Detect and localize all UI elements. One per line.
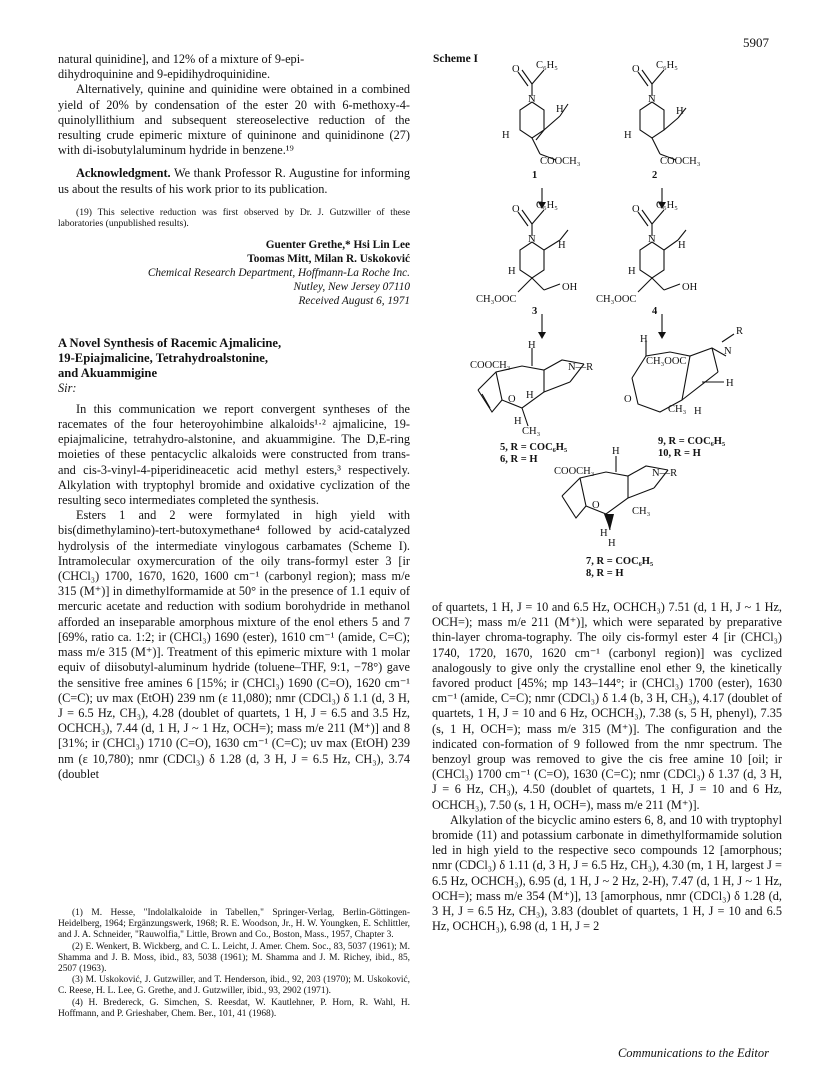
- atom-n-9: N: [724, 346, 732, 357]
- author-block: [58, 238, 410, 308]
- reference-3: (3) M. Uskoković, J. Gutzwiller, and T. Henderson, ibid., 92, 203 (1970); M. Uskoković, C. Reese, H. L. Lee, G. Grethe, and J. Gutzwiller, ibid., 93, 2902 (1971).: [58, 975, 410, 997]
- atom-n-4: N: [648, 234, 656, 245]
- cooch3-label-1: COOCH₃: [540, 156, 581, 167]
- ch3ooc-label-4: CH₃OOC: [596, 294, 637, 305]
- cooch3-label-7: COOCH₃: [554, 466, 595, 477]
- acknowledgment: [58, 166, 410, 196]
- atom-h-2b: H: [624, 130, 632, 141]
- oh-label-4: OH: [682, 282, 698, 293]
- atom-o-9: O: [624, 394, 632, 405]
- atom-h-4b: H: [628, 266, 636, 277]
- compound-1-label: 1: [532, 170, 538, 181]
- atom-o-7: O: [592, 500, 600, 511]
- cooch3-label-9: CH₃OOC: [646, 356, 687, 367]
- cooch3-label-5: COOCH₃: [470, 360, 511, 371]
- atom-h-5c: H: [514, 416, 522, 427]
- ch3-label-9: CH₃: [668, 404, 687, 415]
- body-paragraph-1: In this communication we report convergent syntheses of the racemates of the four heteroyohimbine alkaloids¹·² ajmalicine, 19-epiajmalicine, tetrahydro-alstonine, and akuammigine. The D,E-ring moieties of these pentacyclic alkaloids were constructed from trans- and cis-3-vinyl-4-piperidineacetic acid methyl esters,³ respectively. Alkylation with tryptophyl bromide and oxidative cyclization of the resulting seco intermediates completed the synthesis.: [58, 401, 410, 508]
- c6h5-label-3: C₆H₅: [536, 200, 558, 211]
- reference-4: (4) H. Bredereck, G. Simchen, S. Reesdat, W. Kautlehner, P. Horn, R. Wahl, H. Hoffmann, and P. Grieshaber, Chem. Ber., 101, 41 (1968).: [58, 997, 410, 1019]
- authors-line-1: Guenter Grethe,* Hsi Lin Lee: [265, 238, 410, 251]
- compound-2-label: 2: [652, 170, 658, 181]
- atom-h-9a: H: [640, 334, 648, 345]
- c6h5-label-4: C₆H₅: [656, 200, 678, 211]
- atom-o-2: O: [632, 64, 640, 75]
- label-7-8a: 7, R = COC₆H₅: [586, 556, 654, 567]
- atom-h-3b: H: [508, 266, 516, 277]
- location: Nutley, New Jersey 07110: [293, 280, 410, 293]
- title-line-2: 19-Epiajmalicine, Tetrahydroalstonine,: [58, 350, 269, 365]
- ack-text: We thank Professor R. Augustine for informing us about the results of his work prior to its publication.: [58, 166, 410, 196]
- references: [58, 908, 410, 1020]
- body-paragraph-3: of quartets, 1 H, J = 10 and 6.5 Hz, OCHCH₃) 7.51 (d, 1 H, J ~ 1 Hz, OCH=); mass m/e 211 (M⁺)], which were separated by preparative thin-layer chroma-tography. The oily cis-formyl ester 4 [ir (CHCl₃) 1740, 1720, 1670, 1620 cm⁻¹ (carbonyl region)] was cyclized analogously to give only the crystalline enol ether 9, the kinetically favored product [45%; mp 143–144°; ir (CHCl₃) 1700 (ester), 1630 cm⁻¹ (amide, C=C); nmr (CDCl₃) δ 1.4 (b, 3 H, CH₃), 4.17 (doublet of quartets, 1 H, J = 10 and 6 Hz, OCHCH₃), 7.38 (s, 5 H, phenyl), 7.35 (s, 1 H, OCH=); mass m/e 315 (M⁺)]. The configuration and the indicated con-formation of 9 followed from the nmr spectrum. The benzoyl group was removed to give the cis free amine 10 [oil; ir (CHCl₃) 1700 cm⁻¹ (C=O), 1630 (C=C); nmr (CDCl₃) δ 1.37 (d, 3 H, J = 6 Hz, CH₃), 4.50 (doublet of quartets, 1 H, J = 10 and 6 Hz, OCHCH₃), 7.50 (s, 1 H, OCH=), mass m/e 211 (M⁺)].: [432, 600, 782, 812]
- compound-3-label: 3: [532, 306, 538, 317]
- atom-n-1: N: [528, 94, 536, 105]
- structure-4: [638, 210, 686, 292]
- article-title: [58, 336, 410, 381]
- atom-h-5b: H: [526, 390, 534, 401]
- affiliation: Chemical Research Department, Hoffmann-La Roche Inc.: [147, 266, 410, 279]
- atom-h-7b: H: [600, 528, 608, 539]
- intro-line-1: natural quinidine], and 12% of a mixture of 9-epi-: [58, 52, 305, 66]
- footnote-19: (19) This selective reduction was first observed by Dr. J. Gutzwiller of these laboratories (unpublished results).: [58, 206, 410, 230]
- label-7-8b: 8, R = H: [586, 568, 624, 579]
- received-date: Received August 6, 1971: [298, 294, 410, 307]
- structure-1: [518, 70, 568, 160]
- atom-o-5: O: [508, 394, 516, 405]
- n-r-label-5: N—R: [568, 362, 594, 373]
- structure-9-10: [632, 334, 734, 412]
- atom-h-1a: H: [556, 104, 564, 115]
- title-line-1: A Novel Synthesis of Racemic Ajmalicine,: [58, 335, 282, 350]
- cooch3-label-2: COOCH₃: [660, 156, 701, 167]
- authors-line-2: Toomas Mitt, Milan R. Uskoković: [247, 252, 410, 265]
- title-line-3: and Akuammigine: [58, 365, 158, 380]
- label-5-6a: 5, R = COC₆H₅: [500, 442, 568, 453]
- structure-3: [518, 210, 568, 292]
- label-9-10a: 9, R = COC₆H₅: [658, 436, 726, 447]
- atom-n-3: N: [528, 234, 536, 245]
- oh-label-3: OH: [562, 282, 578, 293]
- alt-paragraph: Alternatively, quinine and quinidine were obtained in a combined yield of 20% by condensation of the ester 20 with 6-methoxy-4-quinolyllithium and subsequent stereoselective reduction of the resulting crude epimeric mixture of quininone and quinidinone (27) with di-isobutylaluminum hydride in benzene.¹⁹: [58, 82, 410, 158]
- label-5-6b: 6, R = H: [500, 454, 538, 465]
- ch3-label-5: CH₃: [522, 426, 541, 437]
- atom-h-4a: H: [678, 240, 686, 251]
- body-paragraph-2: Esters 1 and 2 were formylated in high yield with bis(dimethylamino)-tert-butoxymethane⁴ followed by acid-catalyzed hydrolysis of the intermediate vinylogous carbamates (Scheme I). Intramolecular oxymercuration of the oily trans-formyl ester 3 [ir (CHCl₃) 1700, 1670, 1620, 1600 cm⁻¹ (carbonyl region); mass m/e 315 (M⁺)] in dimethylformamide at 50° in the presence of 1.1 equiv of mercuric acetate and reduction with sodium borohydride in methanol afforded an inseparable amorphous mixture of the enol ethers 5 and 7 [69%, ratio ca. 1:2; ir (CHCl₃) 1690 (ester), 1610 cm⁻¹ (amide, C=C); mass m/e 315 (M⁺)]. Treatment of this epimeric mixture with 1 molar equiv of diisobutyl-aluminum hydride (toluene–THF, 9:1, −78°) gave the sensitive free amines 6 [15%; ir (CHCl₃) 1690 (C=O), 1620 cm⁻¹ (C=C); uv max (EtOH) 239 nm (ε 11,080); nmr (CDCl₃) δ 1.1 (d, 3 H, J = 6.5 Hz, CH₃), 4.28 (doublet of quartets, 1 H, J = 6.5 and 3.5 Hz, OCHCH₃), 7.44 (d, 1 H, J ~ 1 Hz, OCH=); mass m/e 211 (M⁺)] and 8 [31%; ir (CHCl₃) 1710 (C=O), 1630 cm⁻¹ (C=C); uv max (EtOH) 239 nm (ε 10,780); nmr (CDCl₃) δ 1.28 (d, 3 H, J = 6.5 Hz, CH₃), 3.74 (doublet: [58, 508, 410, 781]
- atom-r-9: R: [736, 326, 744, 337]
- ack-label: Acknowledgment.: [76, 166, 171, 181]
- atom-h-1b: H: [502, 130, 510, 141]
- atom-o-4: O: [632, 204, 640, 215]
- atom-h-9c: H: [694, 406, 702, 417]
- salutation: Sir:: [58, 380, 77, 395]
- scheme-label: Scheme I: [433, 53, 479, 65]
- atom-h-7c: H: [608, 538, 616, 549]
- c6h5-label-2: C₆H₅: [656, 60, 678, 71]
- atom-h-2a: H: [676, 106, 684, 117]
- atom-h-7a: H: [612, 446, 620, 457]
- ch3-label-7: CH₃: [632, 506, 651, 517]
- reference-1: (1) M. Hesse, "Indolalkaloide in Tabellen," Springer-Verlag, Berlin-Göttingen-Heidelberg, 1964; Ergänzungswerk, 1968; R. E. Woodson, Jr., H. W. Youngken, E. Schlittler, and J. A. Schneider, "Rauwolfia," Little, Brown and Co., Boston, Mass., 1957, Chapter 3.: [58, 908, 410, 941]
- n-r-label-7: N—R: [652, 468, 678, 479]
- ch3ooc-label-3: CH₃OOC: [476, 294, 517, 305]
- reference-2: (2) E. Wenkert, B. Wickberg, and C. L. Leicht, J. Amer. Chem. Soc., 83, 5037 (1961); M. Shamma and J. B. Moss, ibid., 83, 5038 (1961); M. Shamma and J. M. Richey, ibid., 85, 2507 (1963).: [58, 941, 410, 975]
- intro-line-2: dihydroquinine and 9-epidihydroquinidine.: [58, 67, 271, 82]
- atom-o-1: O: [512, 64, 520, 75]
- atom-h-9b: H: [726, 378, 734, 389]
- scheme-diagram: [432, 52, 782, 592]
- journal-section-footer: Communications to the Editor: [617, 1046, 769, 1060]
- page-number: 5907: [743, 35, 769, 50]
- atom-n-2: N: [648, 94, 656, 105]
- atom-h-3a: H: [558, 240, 566, 251]
- label-9-10b: 10, R = H: [658, 448, 701, 459]
- body-paragraph-4: Alkylation of the bicyclic amino esters 6, 8, and 10 with tryptophyl bromide (11) and potassium carbonate in dimethylformamide solution led in high yield to the respective seco compounds 12 [amorphous; nmr (CDCl₃) δ 1.11 (d, 3 H, J = 6.5 Hz, CH₃), 4.30 (m, 1 H, largest J = 6.5 Hz, OCHCH₃), 6.95 (d, 1 H, J ~ 2 Hz, 2-H), 7.47 (d, 1 H, J ~ 1 Hz, OCH=); mass m/e 354 (M⁺)], 13 [amorphous, nmr (CDCl₃) δ 1.28 (d, 3 H, J = 6.5 Hz, CH₃), 3.83 (doublet of quartets, 1 H, J = 10 and 6.5 Hz, OCHCH₃), 6.98 (d, 1 H, J = 2: [432, 812, 782, 934]
- atom-o-3: O: [512, 204, 520, 215]
- c6h5-label-1: C₆H₅: [536, 60, 558, 71]
- atom-h-5a: H: [528, 340, 536, 351]
- left-column: [58, 52, 410, 782]
- compound-4-label: 4: [652, 306, 658, 317]
- right-column: [432, 600, 782, 934]
